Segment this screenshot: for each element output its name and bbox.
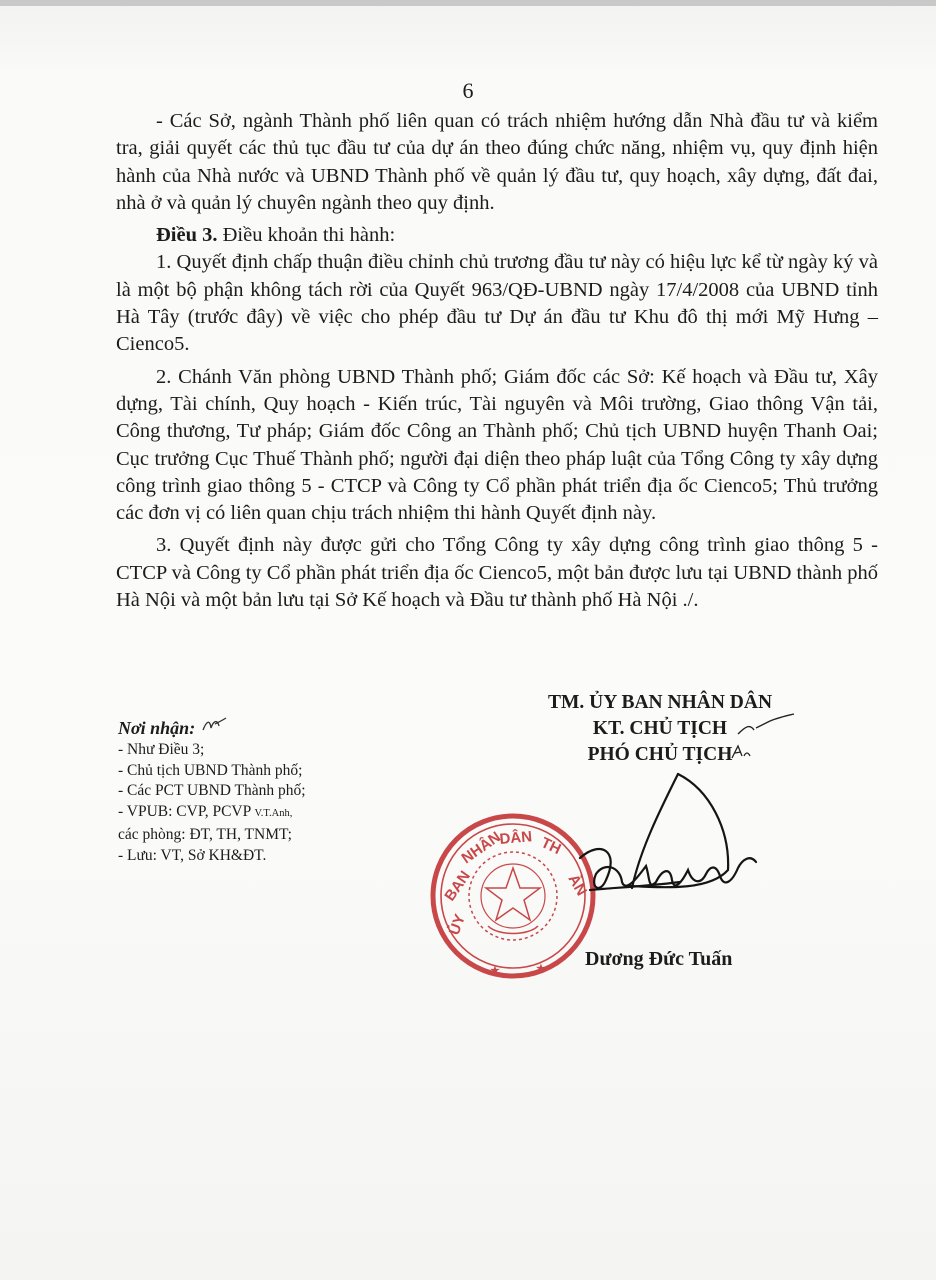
initial-mark-icon bbox=[730, 744, 752, 760]
recipients-heading-text: Nơi nhận: bbox=[118, 718, 196, 738]
article-heading bbox=[116, 222, 878, 249]
signatory-line-2: KT. CHỦ TỊCH bbox=[592, 718, 728, 739]
handwritten-signature-icon bbox=[560, 770, 780, 950]
svg-text:DÂN: DÂN bbox=[498, 828, 533, 848]
recipient-item: - Như Điều 3; bbox=[118, 741, 205, 758]
svg-text:BAN: BAN bbox=[441, 867, 474, 905]
svg-text:ỦY: ỦY bbox=[445, 911, 469, 938]
handwritten-note: V.T.Anh, bbox=[254, 808, 293, 820]
recipient-item-text: - VPUB: CVP, PCVP bbox=[118, 803, 251, 821]
recipient-item bbox=[118, 802, 418, 825]
article-title: Điều khoản thi hành: bbox=[222, 224, 396, 247]
svg-text:ÀN: ÀN bbox=[564, 871, 591, 899]
initial-mark-icon bbox=[736, 712, 796, 742]
recipient-item: các phòng: ĐT, TH, TNMT; bbox=[118, 825, 292, 843]
recipient-item: - Chủ tịch UBND Thành phố; bbox=[118, 761, 303, 779]
handwritten-initial-icon bbox=[201, 716, 227, 734]
signatory-line-1: TM. ỦY BAN NHÂN DÂN bbox=[547, 692, 773, 713]
scan-top-edge bbox=[0, 0, 936, 6]
recipient-item: - Lưu: VT, Sở KH&ĐT. bbox=[118, 846, 267, 864]
signatory-line-3: PHÓ CHỦ TỊCH bbox=[587, 744, 733, 765]
paragraph-departments: - Các Sở, ngành Thành phố liên quan có trách nhiệm hướng dẫn Nhà đầu tư và kiểm tra, giải quyết các thủ tục đầu tư của dự án theo đúng chức năng, nhiệm vụ, quy định hiện hành của Nhà nước và UBND Thành phố về quản lý đầu tư, quy hoạch, xây dựng, đất đai, nhà ở và quản lý chuyên ngành theo quy định. bbox=[116, 110, 878, 214]
svg-text:★: ★ bbox=[536, 963, 546, 975]
svg-text:NHÂN: NHÂN bbox=[458, 828, 504, 868]
recipients-block bbox=[118, 716, 418, 866]
recipients-heading bbox=[118, 716, 418, 740]
paragraph-clause-1: 1. Quyết định chấp thuận điều chỉnh chủ trương đầu tư này có hiệu lực kể từ ngày ký và là một bộ phận không tách rời của Quyết 963/QĐ-UBND ngày 17/4/2008 của UBND tỉnh Hà Tây (trước đây) về việc cho phép đầu tư Dự án đầu tư Khu đô thị mới Mỹ Hưng – Cienco5. bbox=[116, 251, 878, 356]
svg-text:TH: TH bbox=[538, 834, 564, 859]
signatory-name: Dương Đức Tuấn bbox=[585, 948, 733, 970]
svg-text:★: ★ bbox=[490, 965, 500, 977]
paragraph-clause-3: 3. Quyết định này được gửi cho Tổng Công ty xây dựng công trình giao thông 5 - CTCP và Công ty Cổ phần phát triển địa ốc Cienco5, một bản được lưu tại UBND thành phố Hà Nội và một bản lưu tại Sở Kế hoạch và Đầu tư thành phố Hà Nội ./. bbox=[116, 534, 878, 612]
recipient-item: - Các PCT UBND Thành phố; bbox=[118, 782, 306, 800]
page-number: 6 bbox=[462, 78, 474, 103]
article-label: Điều 3. bbox=[156, 224, 218, 247]
paragraph-clause-2: 2. Chánh Văn phòng UBND Thành phố; Giám đốc các Sở: Kế hoạch và Đầu tư, Xây dựng, Tài chính, Quy hoạch - Kiến trúc, Tài nguyên và Môi trường, Giao thông Vận tải, Công thương, Tư pháp; Giám đốc Công an Thành phố; Chủ tịch UBND huyện Thanh Oai; Cục trưởng Cục Thuế Thành phố; người đại diện theo pháp luật của Tổng Công ty xây dựng công trình giao thông 5 - CTCP và Công ty Cổ phần phát triển địa ốc Cienco5; Thủ trưởng các đơn vị có liên quan chịu trách nhiệm thi hành Quyết định này. bbox=[116, 365, 878, 525]
document-body bbox=[116, 108, 878, 619]
